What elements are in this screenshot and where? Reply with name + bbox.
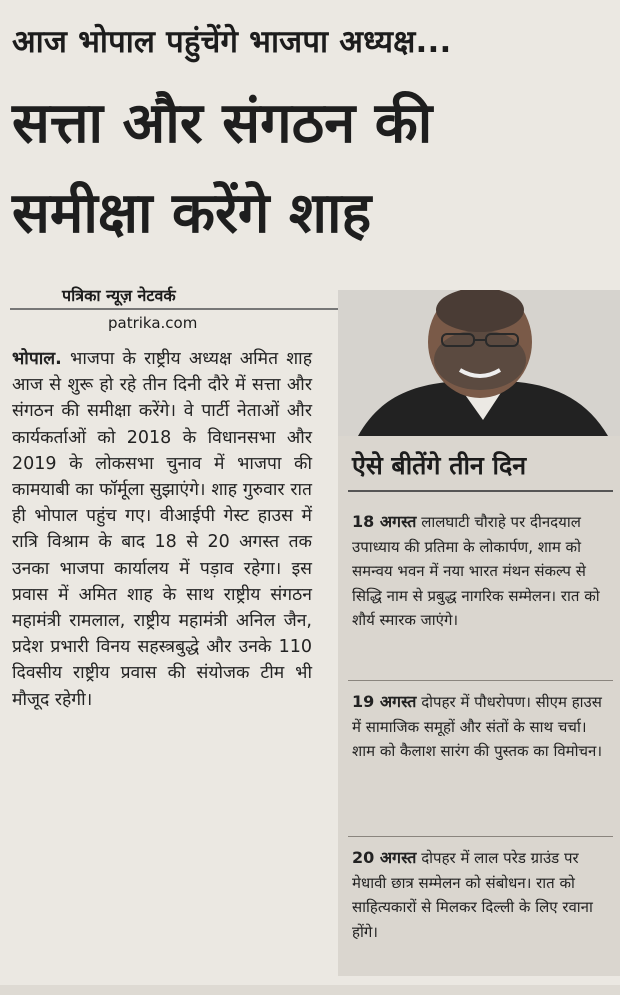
schedule-text: दोपहर में पौधरोपण। सीएम हाउस में सामाजिक समूहों और संतों के साथ चर्चा। शाम को कैलाश सारंग की पुस्तक का विमोचन। xyxy=(352,693,603,760)
portrait-photo xyxy=(338,290,620,436)
dateline: भोपाल. xyxy=(12,349,62,369)
schedule-date: 19 अगस्त xyxy=(352,692,417,711)
article-body-text: भाजपा के राष्ट्रीय अध्यक्ष अमित शाह आज से शुरू हो रहे तीन दिनी दौरे में सत्ता और संगठन की समीक्षा करेंगे। वे पार्टी नेताओं और कार्यकर्ताओं को 2018 के विधानसभा और 2019 के लोकसभा चुनाव में भाजपा की कामयाबी का फॉर्मूला सुझाएंगे। शाह गुरुवार रात ही भोपाल पहुंच गए। वीआईपी गेस्ट हाउस में रात्रि विश्राम के बाद 18 से 20 अगस्त तक उनका भाजपा कार्यालय में पड़ाव रहेगा। इस प्रवास में अमित शाह के साथ राष्ट्रीय संगठन महामंत्री रामलाल, राष्ट्रीय महामंत्री अनिल जैन, प्रदेश प्रभारी विनय सहस्त्रबुद्धे और उनके 110 दिवसीय राष्ट्रीय प्रवास की संयोजक टीम भी मौजूद रहेगी। xyxy=(12,349,312,710)
schedule-text: लालघाटी चौराहे पर दीनदयाल उपाध्याय की प्रतिमा के लोकार्पण, शाम को समन्वय भवन में नया भारत मंथन संकल्प से सिद्धि नाम से प्रबुद्ध नागरिक सम्मेलन। रात को शौर्य स्मारक जाएंगे। xyxy=(352,513,600,629)
schedule-entry xyxy=(352,510,614,633)
kicker-headline: आज भोपाल पहुंचेंगे भाजपा अध्यक्ष... xyxy=(12,24,452,60)
headline-line-2: समीक्षा करेंगे शाह xyxy=(12,181,372,246)
article-body xyxy=(12,346,312,713)
schedule-box xyxy=(338,436,620,976)
schedule-divider xyxy=(348,680,613,681)
schedule-divider xyxy=(348,836,613,837)
website: patrika.com xyxy=(108,314,198,332)
schedule-text: दोपहर में लाल परेड ग्राउंड पर मेधावी छात्र सम्मेलन को संबोधन। रात को साहित्यकारों से मिलकर दिल्ली के लिए रवाना होंगे। xyxy=(352,849,593,941)
schedule-entry xyxy=(352,846,614,944)
schedule-date: 20 अगस्त xyxy=(352,848,417,867)
schedule-date: 18 अगस्त xyxy=(352,512,417,531)
schedule-entry xyxy=(352,690,614,764)
byline-rule xyxy=(10,308,338,310)
portrait-illustration xyxy=(338,290,620,436)
headline-line-1: सत्ता और संगठन की xyxy=(12,91,433,156)
page-edge xyxy=(0,985,620,995)
byline: पत्रिका न्यूज़ नेटवर्क xyxy=(62,286,176,305)
schedule-title-rule xyxy=(348,490,613,492)
schedule-title: ऐसे बीतेंगे तीन दिन xyxy=(352,451,527,480)
